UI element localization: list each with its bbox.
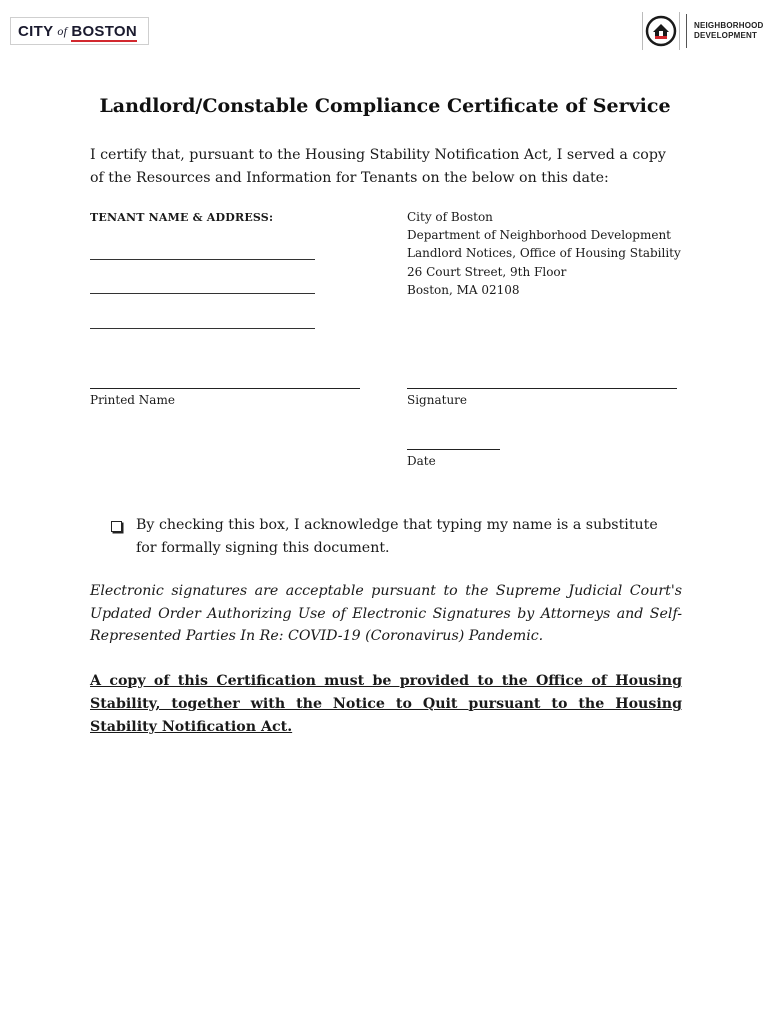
signature-label: Signature <box>407 393 468 407</box>
certification-copy-note: A copy of this Certification must be provided to the Office of Housing Stability, together with the Notice to Quit pursuant to the Housing Stability Notification Act. <box>90 673 682 735</box>
printed-name-label: Printed Name <box>90 393 175 407</box>
address-line: 26 Court Street, 9th Floor <box>407 264 567 279</box>
address-line: Boston, MA 02108 <box>407 282 520 297</box>
logo-city-text: CITY <box>18 22 54 40</box>
electronic-signature-note: Electronic signatures are acceptable pursuant to the Supreme Judicial Court's Updated Order Authorizing Use of Electronic Signatures by Attorneys and Self-Represented Parties In Re: COVID-19 (Coronavirus) Pandemic. <box>90 583 682 644</box>
logo-of-text: of <box>57 23 68 38</box>
signature-line[interactable] <box>407 388 677 389</box>
office-address <box>407 208 681 299</box>
date-line[interactable] <box>407 449 500 450</box>
logo-dept-line1: NEIGHBORHOOD <box>694 21 764 30</box>
address-line: Department of Neighborhood Development <box>407 228 671 243</box>
tenant-line-2[interactable] <box>90 293 315 294</box>
acknowledge-checkbox-row <box>111 514 681 559</box>
tenant-line-1[interactable] <box>90 259 315 260</box>
logo-dept-line2: DEVELOPMENT <box>694 31 758 40</box>
address-line: City of Boston <box>407 210 493 224</box>
neighborhood-development-logo <box>642 12 764 50</box>
document-title: Landlord/Constable Compliance Certificate of Service <box>99 95 671 117</box>
logo-dept-name <box>694 21 764 41</box>
tenant-line-3[interactable] <box>90 328 315 329</box>
acknowledge-checkbox[interactable] <box>111 521 122 532</box>
logo-divider <box>686 14 687 48</box>
city-of-boston-logo <box>10 17 149 45</box>
house-seal-icon <box>642 12 680 50</box>
acknowledge-checkbox-label: By checking this box, I acknowledge that typing my name is a substitute for formally signing this document. <box>136 517 658 556</box>
address-line: Landlord Notices, Office of Housing Stability <box>407 246 681 261</box>
logo-boston-text: BOSTON <box>71 22 138 40</box>
date-label: Date <box>407 454 436 468</box>
printed-name-line[interactable] <box>90 388 360 389</box>
intro-paragraph: I certify that, pursuant to the Housing Stability Notification Act, I served a copy of the Resources and Information for Tenants on the below on this date: <box>90 147 666 186</box>
tenant-name-address-label: TENANT NAME & ADDRESS: <box>90 211 274 224</box>
